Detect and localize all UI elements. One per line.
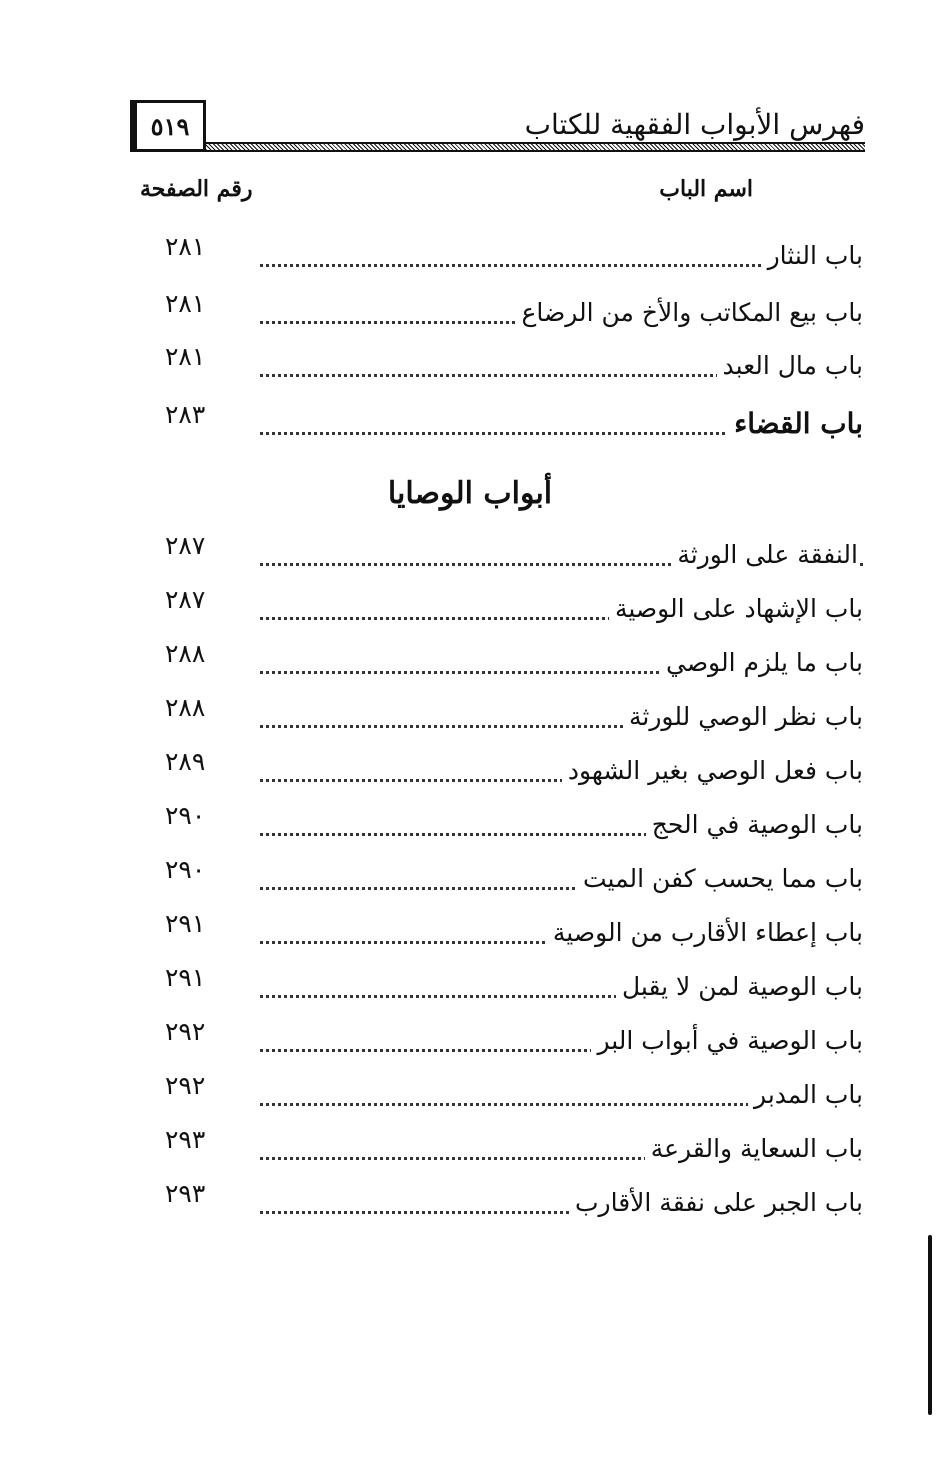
entry-page: ٢٩٣ xyxy=(165,1179,206,1208)
entry-page: ٢٩٠ xyxy=(165,801,206,830)
toc-entry[interactable] xyxy=(140,289,863,339)
entry-page: ٢٨١ xyxy=(165,342,206,371)
entry-page: ٢٩٣ xyxy=(165,1125,206,1154)
entry-page: ٢٨٩ xyxy=(165,747,206,776)
entry-title: باب نظر الوصي للورثة xyxy=(623,699,863,735)
toc-entry[interactable] xyxy=(140,1179,863,1229)
toc-entry[interactable] xyxy=(140,585,863,635)
entry-title: باب مما يحسب كفن الميت xyxy=(577,861,863,897)
entry-title: باب الإشهاد على الوصية xyxy=(609,591,863,627)
toc-entry[interactable] xyxy=(140,693,863,743)
toc-entry-judiciary[interactable] xyxy=(140,400,863,450)
column-header-chapter-name: اسم الباب xyxy=(659,176,753,202)
toc-entry[interactable] xyxy=(140,639,863,689)
toc-entry[interactable] xyxy=(140,747,863,797)
book-spine-edge xyxy=(928,1235,932,1415)
toc-entry[interactable] xyxy=(140,1017,863,1067)
section-title-wills: أبواب الوصايا xyxy=(387,476,553,511)
entry-page: ٢٩١ xyxy=(165,909,206,938)
entry-title: باب الوصية في الحج xyxy=(646,807,863,843)
entry-page: ٢٨٧ xyxy=(165,585,206,614)
toc-entry[interactable] xyxy=(140,1125,863,1175)
entry-page: ٢٨٧ xyxy=(165,531,206,560)
entry-title: باب النثار xyxy=(762,238,863,274)
entry-title: باب المدبر xyxy=(748,1077,863,1113)
entry-title: باب الوصية لمن لا يقبل xyxy=(616,969,863,1005)
entry-title: باب إعطاء الأقارب من الوصية xyxy=(547,915,863,951)
entry-page: ٢٩٢ xyxy=(165,1017,206,1046)
entry-title: باب الجبر على نفقة الأقارب xyxy=(569,1185,863,1221)
entry-page: ٢٨١ xyxy=(165,289,206,318)
toc-entry[interactable] xyxy=(140,963,863,1013)
page-number: ٥١٩ xyxy=(150,111,190,141)
entry-title: النفقة على الورثة xyxy=(671,537,858,573)
entry-page: ٢٨٣ xyxy=(165,400,206,429)
header-title: فهرس الأبواب الفقهية للكتاب xyxy=(524,108,865,141)
entry-title: باب بيع المكاتب والأخ من الرضاع xyxy=(515,295,863,331)
toc-entry[interactable] xyxy=(140,801,863,851)
toc-entry[interactable] xyxy=(140,531,863,581)
entry-title: باب السعاية والقرعة xyxy=(645,1131,863,1167)
entry-page: ٢٨٨ xyxy=(165,639,206,668)
toc-entry[interactable] xyxy=(140,855,863,905)
entry-title: باب القضاء xyxy=(728,406,863,442)
column-header-page-number: رقم الصفحة xyxy=(140,176,253,202)
entry-page: ٢٨٨ xyxy=(165,693,206,722)
running-header xyxy=(130,100,865,160)
toc-entry[interactable] xyxy=(140,1071,863,1121)
entry-page: ٢٨١ xyxy=(165,232,206,261)
toc-entry[interactable] xyxy=(140,342,863,392)
entry-page: ٢٩٠ xyxy=(165,855,206,884)
header-rule xyxy=(206,142,865,152)
entry-page: ٢٩٢ xyxy=(165,1071,206,1100)
entry-title: باب فعل الوصي بغير الشهود xyxy=(562,753,863,789)
page-number-box xyxy=(130,100,206,152)
entry-title: باب ما يلزم الوصي xyxy=(660,645,863,681)
entry-title: باب الوصية في أبواب البر xyxy=(591,1023,863,1059)
entry-title: باب مال العبد xyxy=(717,348,863,384)
entry-page: ٢٩١ xyxy=(165,963,206,992)
toc-entry[interactable] xyxy=(140,232,863,282)
toc-entry[interactable] xyxy=(140,909,863,959)
